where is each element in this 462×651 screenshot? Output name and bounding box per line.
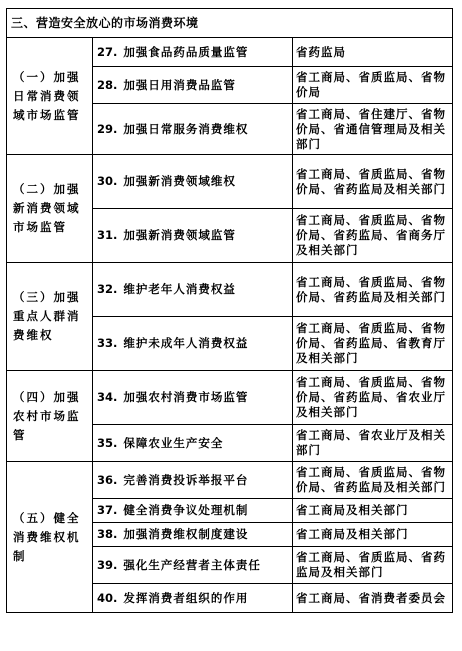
table-row [7, 371, 453, 425]
task-text: 加强农村消费市场监管 [123, 390, 249, 404]
dept-cell: 省工商局、省质监局、省药监局及相关部门 [293, 547, 453, 584]
task-text: 强化生产经营者主体责任 [123, 557, 261, 572]
task-cell [93, 67, 293, 104]
task-number: 27. [97, 44, 118, 59]
task-number: 38. [97, 527, 118, 541]
task-number: 33. [97, 336, 118, 350]
dept-cell: 省工商局、省质监局、省物价局、省药监局、省商务厅及相关部门 [293, 209, 453, 263]
task-number: 31. [97, 228, 118, 242]
task-text: 完善消费投诉举报平台 [123, 472, 249, 487]
task-text: 保障农业生产安全 [123, 435, 224, 450]
task-number: 29. [97, 121, 118, 136]
task-cell [93, 425, 293, 462]
task-number: 34. [97, 390, 118, 404]
task-text: 加强新消费领域监管 [123, 228, 236, 242]
task-text: 加强新消费领域维权 [123, 174, 236, 188]
category-cell: （二）加强新消费领域市场监管 [7, 155, 93, 263]
task-number: 39. [97, 557, 118, 572]
table-row [7, 155, 453, 209]
task-cell [93, 371, 293, 425]
task-number: 32. [97, 282, 118, 296]
task-text: 加强日用消费品监管 [123, 77, 236, 92]
task-number: 28. [97, 77, 118, 92]
task-cell [93, 209, 293, 263]
task-number: 37. [97, 503, 118, 517]
dept-cell: 省工商局、省质监局、省物价局、省药监局及相关部门 [293, 155, 453, 209]
task-text: 加强食品药品质量监管 [123, 44, 249, 59]
task-number: 36. [97, 472, 118, 487]
category-cell: （一）加强日常消费领域市场监管 [7, 38, 93, 155]
task-cell [93, 462, 293, 499]
dept-cell: 省工商局、省农业厅及相关部门 [293, 425, 453, 462]
dept-cell: 省工商局、省质监局、省物价局、省药监局、省教育厅及相关部门 [293, 317, 453, 371]
task-cell [93, 263, 293, 317]
dept-cell: 省工商局、省质监局、省物价局、省药监局及相关部门 [293, 462, 453, 499]
dept-cell: 省工商局及相关部门 [293, 499, 453, 523]
table-row [7, 462, 453, 499]
task-cell [93, 317, 293, 371]
dept-cell: 省工商局、省质监局、省物价局、省药监局、省农业厅及相关部门 [293, 371, 453, 425]
task-number: 40. [97, 590, 118, 605]
task-text: 加强消费维权制度建设 [123, 527, 249, 541]
dept-cell: 省工商局及相关部门 [293, 523, 453, 547]
task-table [6, 8, 453, 613]
dept-cell: 省工商局、省住建厅、省物价局、省通信管理局及相关部门 [293, 104, 453, 155]
category-cell: （五）健全消费维权机制 [7, 462, 93, 613]
table-row [7, 38, 453, 67]
task-cell [93, 104, 293, 155]
section-title: 三、营造安全放心的市场消费环境 [7, 9, 453, 38]
dept-cell: 省药监局 [293, 38, 453, 67]
category-cell: （四）加强农村市场监管 [7, 371, 93, 462]
task-cell [93, 38, 293, 67]
task-number: 35. [97, 435, 118, 450]
task-text: 维护未成年人消费权益 [123, 336, 249, 350]
dept-cell: 省工商局、省质监局、省物价局、省药监局及相关部门 [293, 263, 453, 317]
task-text: 维护老年人消费权益 [123, 282, 236, 296]
task-cell [93, 155, 293, 209]
task-text: 健全消费争议处理机制 [123, 503, 249, 517]
section-row [7, 9, 453, 38]
task-text: 加强日常服务消费维权 [123, 121, 249, 136]
task-text: 发挥消费者组织的作用 [123, 590, 249, 605]
category-cell: （三）加强重点人群消费维权 [7, 263, 93, 371]
task-cell [93, 523, 293, 547]
dept-cell: 省工商局、省消费者委员会 [293, 584, 453, 613]
table-row [7, 263, 453, 317]
task-cell [93, 547, 293, 584]
task-cell [93, 499, 293, 523]
dept-cell: 省工商局、省质监局、省物价局 [293, 67, 453, 104]
task-cell [93, 584, 293, 613]
task-number: 30. [97, 174, 118, 188]
